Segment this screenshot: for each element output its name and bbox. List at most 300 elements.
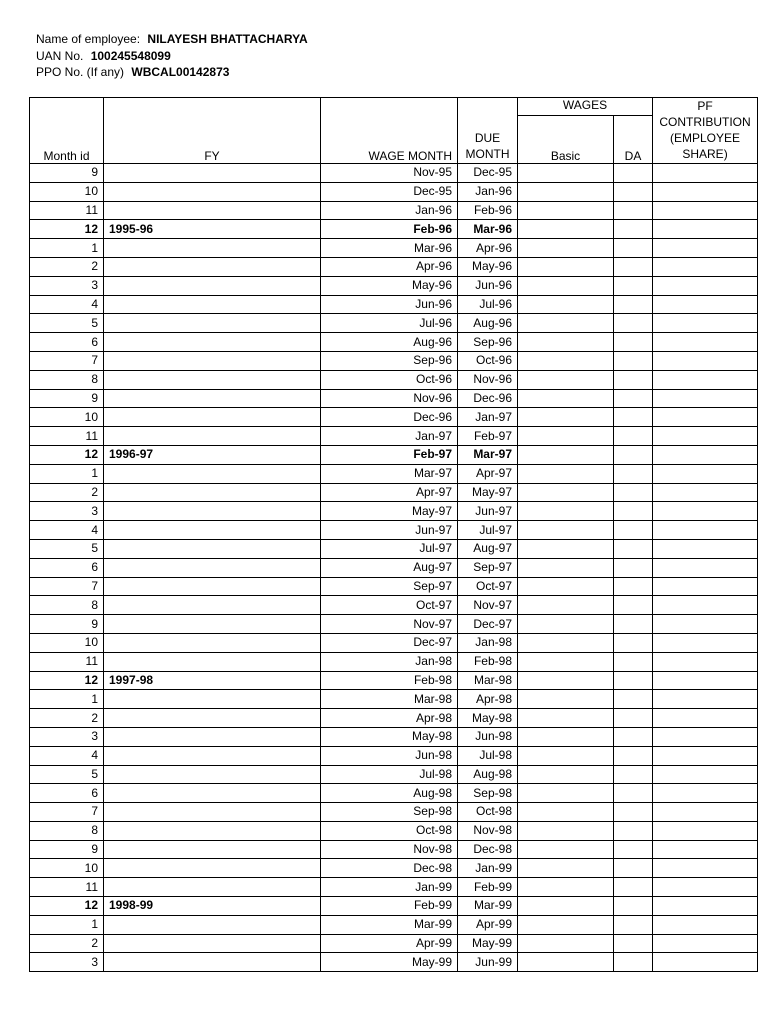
due-month-cell: Oct-97 — [458, 577, 518, 596]
due-month-cell: May-98 — [458, 709, 518, 728]
month-id-cell: 11 — [30, 652, 104, 671]
da-cell — [614, 483, 653, 502]
wage-month-cell: Oct-96 — [321, 370, 458, 389]
pf-cell — [653, 257, 758, 276]
table-row — [30, 182, 758, 201]
basic-cell — [518, 596, 614, 615]
due-month-cell: Jan-99 — [458, 859, 518, 878]
fy-cell — [104, 934, 321, 953]
fy-cell — [104, 370, 321, 389]
da-cell — [614, 765, 653, 784]
basic-cell — [518, 408, 614, 427]
fy-cell — [104, 389, 321, 408]
fy-cell — [104, 239, 321, 258]
pf-cell — [653, 445, 758, 464]
wage-month-cell: Jul-98 — [321, 765, 458, 784]
pf-cell — [653, 596, 758, 615]
wage-month-cell: Nov-98 — [321, 840, 458, 859]
da-cell — [614, 784, 653, 803]
basic-cell — [518, 182, 614, 201]
table-row — [30, 464, 758, 483]
basic-cell — [518, 314, 614, 333]
due-month-cell: Jun-99 — [458, 953, 518, 972]
due-month-cell: Feb-98 — [458, 652, 518, 671]
wage-month-cell: Jan-98 — [321, 652, 458, 671]
da-cell — [614, 577, 653, 596]
wage-month-cell: May-98 — [321, 727, 458, 746]
basic-cell — [518, 464, 614, 483]
pf-cell — [653, 709, 758, 728]
da-cell — [614, 427, 653, 446]
table-row — [30, 727, 758, 746]
pf-cell — [653, 483, 758, 502]
due-month-cell: Jan-97 — [458, 408, 518, 427]
header-wages: WAGES — [518, 98, 653, 116]
basic-cell — [518, 295, 614, 314]
pf-cell — [653, 201, 758, 220]
wage-month-cell: Mar-98 — [321, 690, 458, 709]
due-month-cell: Jan-96 — [458, 182, 518, 201]
month-id-cell: 6 — [30, 784, 104, 803]
da-cell — [614, 464, 653, 483]
wage-month-cell: Dec-95 — [321, 182, 458, 201]
table-row — [30, 934, 758, 953]
table-row — [30, 615, 758, 634]
basic-cell — [518, 690, 614, 709]
table-row — [30, 746, 758, 765]
wage-month-cell: Jan-97 — [321, 427, 458, 446]
month-id-cell: 1 — [30, 690, 104, 709]
basic-cell — [518, 652, 614, 671]
basic-cell — [518, 915, 614, 934]
basic-cell — [518, 257, 614, 276]
table-row — [30, 633, 758, 652]
month-id-cell: 1 — [30, 239, 104, 258]
basic-cell — [518, 201, 614, 220]
ppo-label: PPO No. (If any) — [36, 65, 125, 79]
table-row — [30, 314, 758, 333]
due-month-cell: Nov-96 — [458, 370, 518, 389]
month-id-cell: 7 — [30, 803, 104, 822]
table-row — [30, 803, 758, 822]
da-cell — [614, 558, 653, 577]
wage-month-cell: Apr-99 — [321, 934, 458, 953]
month-id-cell: 3 — [30, 276, 104, 295]
due-month-cell: Dec-98 — [458, 840, 518, 859]
due-month-cell: Apr-96 — [458, 239, 518, 258]
wage-month-cell: May-96 — [321, 276, 458, 295]
pf-cell — [653, 577, 758, 596]
da-cell — [614, 727, 653, 746]
due-month-cell: Sep-97 — [458, 558, 518, 577]
table-row — [30, 577, 758, 596]
month-id-cell: 7 — [30, 577, 104, 596]
da-cell — [614, 859, 653, 878]
basic-cell — [518, 878, 614, 897]
due-month-cell: Jun-98 — [458, 727, 518, 746]
basic-cell — [518, 615, 614, 634]
pf-cell — [653, 314, 758, 333]
wage-month-cell: Jun-98 — [321, 746, 458, 765]
due-month-cell: Jul-97 — [458, 521, 518, 540]
da-cell — [614, 502, 653, 521]
basic-cell — [518, 821, 614, 840]
month-id-cell: 6 — [30, 333, 104, 352]
fy-cell — [104, 690, 321, 709]
pf-cell — [653, 389, 758, 408]
wage-month-cell: Feb-96 — [321, 220, 458, 239]
wage-month-cell: Aug-98 — [321, 784, 458, 803]
table-row — [30, 915, 758, 934]
basic-cell — [518, 558, 614, 577]
da-cell — [614, 389, 653, 408]
month-id-cell: 4 — [30, 295, 104, 314]
basic-cell — [518, 765, 614, 784]
wage-month-cell: Jan-99 — [321, 878, 458, 897]
table-row — [30, 276, 758, 295]
da-cell — [614, 709, 653, 728]
wage-month-cell: Jun-97 — [321, 521, 458, 540]
uan-label: UAN No. — [36, 48, 84, 63]
pf-cell — [653, 295, 758, 314]
header-due-month: DUE MONTH — [458, 98, 518, 164]
wage-month-cell: Aug-96 — [321, 333, 458, 352]
fy-cell — [104, 615, 321, 634]
da-cell — [614, 370, 653, 389]
month-id-cell: 11 — [30, 427, 104, 446]
table-row — [30, 445, 758, 464]
da-cell — [614, 408, 653, 427]
da-cell — [614, 840, 653, 859]
due-month-cell: Nov-98 — [458, 821, 518, 840]
da-cell — [614, 521, 653, 540]
pf-cell — [653, 464, 758, 483]
da-cell — [614, 615, 653, 634]
basic-cell — [518, 370, 614, 389]
da-cell — [614, 746, 653, 765]
due-month-cell: Jun-96 — [458, 276, 518, 295]
basic-cell — [518, 220, 614, 239]
wage-month-cell: Nov-95 — [321, 164, 458, 183]
table-row — [30, 351, 758, 370]
pf-cell — [653, 859, 758, 878]
wage-month-cell: Dec-96 — [321, 408, 458, 427]
basic-cell — [518, 502, 614, 521]
table-row — [30, 220, 758, 239]
header-wage-month: WAGE MONTH — [321, 98, 458, 164]
da-cell — [614, 803, 653, 822]
pf-cell — [653, 915, 758, 934]
pf-cell — [653, 727, 758, 746]
month-id-cell: 2 — [30, 257, 104, 276]
pf-cell — [653, 671, 758, 690]
fy-cell — [104, 709, 321, 728]
fy-cell — [104, 201, 321, 220]
da-cell — [614, 351, 653, 370]
da-cell — [614, 295, 653, 314]
table-row — [30, 257, 758, 276]
basic-cell — [518, 784, 614, 803]
da-cell — [614, 652, 653, 671]
wage-month-cell: Nov-97 — [321, 615, 458, 634]
wage-month-cell: Aug-97 — [321, 558, 458, 577]
fy-cell — [104, 878, 321, 897]
table-row — [30, 239, 758, 258]
wage-month-cell: Oct-97 — [321, 596, 458, 615]
da-cell — [614, 690, 653, 709]
table-row — [30, 878, 758, 897]
employee-name-label: Name of employee: — [36, 32, 141, 46]
fy-cell — [104, 633, 321, 652]
fy-cell — [104, 953, 321, 972]
month-id-cell: 12 — [30, 897, 104, 916]
pf-cell — [653, 539, 758, 558]
pf-cell — [653, 821, 758, 840]
month-id-cell: 9 — [30, 164, 104, 183]
fy-cell — [104, 257, 321, 276]
due-month-cell: May-96 — [458, 257, 518, 276]
da-cell — [614, 201, 653, 220]
basic-cell — [518, 859, 614, 878]
month-id-cell: 5 — [30, 539, 104, 558]
due-month-cell: Dec-95 — [458, 164, 518, 183]
month-id-cell: 10 — [30, 633, 104, 652]
due-month-cell: Oct-96 — [458, 351, 518, 370]
da-cell — [614, 671, 653, 690]
month-id-cell: 8 — [30, 370, 104, 389]
due-month-cell: Sep-98 — [458, 784, 518, 803]
basic-cell — [518, 803, 614, 822]
wage-month-cell: Sep-98 — [321, 803, 458, 822]
pf-cell — [653, 840, 758, 859]
month-id-cell: 10 — [30, 408, 104, 427]
month-id-cell: 11 — [30, 878, 104, 897]
table-row — [30, 859, 758, 878]
due-month-cell: May-99 — [458, 934, 518, 953]
fy-cell — [104, 333, 321, 352]
ppo-line — [36, 64, 308, 81]
fy-cell — [104, 727, 321, 746]
due-month-cell: Jan-98 — [458, 633, 518, 652]
table-row — [30, 521, 758, 540]
table-row — [30, 502, 758, 521]
due-month-cell: Jun-97 — [458, 502, 518, 521]
basic-cell — [518, 445, 614, 464]
month-id-cell: 10 — [30, 182, 104, 201]
pf-cell — [653, 521, 758, 540]
due-month-cell: Mar-99 — [458, 897, 518, 916]
month-id-cell: 1 — [30, 915, 104, 934]
pf-cell — [653, 803, 758, 822]
da-cell — [614, 276, 653, 295]
wage-month-cell: Sep-96 — [321, 351, 458, 370]
due-month-cell: Feb-97 — [458, 427, 518, 446]
pf-cell — [653, 558, 758, 577]
due-month-cell: Apr-99 — [458, 915, 518, 934]
da-cell — [614, 239, 653, 258]
table-row — [30, 671, 758, 690]
due-month-cell: Mar-96 — [458, 220, 518, 239]
due-month-cell: Jul-96 — [458, 295, 518, 314]
da-cell — [614, 878, 653, 897]
wage-month-cell: Jul-97 — [321, 539, 458, 558]
pf-cell — [653, 333, 758, 352]
table-row — [30, 539, 758, 558]
pf-cell — [653, 615, 758, 634]
wage-month-cell: Apr-98 — [321, 709, 458, 728]
due-month-cell: Aug-97 — [458, 539, 518, 558]
fy-cell — [104, 596, 321, 615]
month-id-cell: 10 — [30, 859, 104, 878]
da-cell — [614, 934, 653, 953]
fy-cell — [104, 577, 321, 596]
fy-cell — [104, 539, 321, 558]
pf-cell — [653, 220, 758, 239]
pf-cell — [653, 878, 758, 897]
pf-cell — [653, 746, 758, 765]
wage-month-cell: Mar-97 — [321, 464, 458, 483]
month-id-cell: 9 — [30, 389, 104, 408]
employee-name-line — [36, 31, 308, 48]
fy-cell — [104, 164, 321, 183]
fy-cell: 1995-96 — [104, 220, 321, 239]
pf-cell — [653, 502, 758, 521]
fy-cell: 1996-97 — [104, 445, 321, 464]
basic-cell — [518, 934, 614, 953]
fy-cell — [104, 803, 321, 822]
uan-number: 100245548099 — [90, 48, 171, 63]
table-row — [30, 483, 758, 502]
wage-month-cell: Nov-96 — [321, 389, 458, 408]
month-id-cell: 1 — [30, 464, 104, 483]
fy-cell — [104, 784, 321, 803]
month-id-cell: 6 — [30, 558, 104, 577]
pf-cell — [653, 239, 758, 258]
table-row — [30, 953, 758, 972]
wage-month-cell: Dec-98 — [321, 859, 458, 878]
wage-month-cell: Sep-97 — [321, 577, 458, 596]
da-cell — [614, 897, 653, 916]
fy-cell — [104, 915, 321, 934]
da-cell — [614, 821, 653, 840]
da-cell — [614, 182, 653, 201]
header-da: DA — [614, 115, 653, 163]
month-id-cell: 12 — [30, 220, 104, 239]
da-cell — [614, 314, 653, 333]
wage-month-cell: May-97 — [321, 502, 458, 521]
pf-cell — [653, 427, 758, 446]
uan-line — [36, 48, 308, 65]
pf-cell — [653, 164, 758, 183]
table-row — [30, 840, 758, 859]
pf-cell — [653, 953, 758, 972]
fy-cell — [104, 821, 321, 840]
wage-table — [29, 97, 758, 972]
basic-cell — [518, 840, 614, 859]
table-row — [30, 164, 758, 183]
header-pf-contribution: PF CONTRIBUTION (EMPLOYEE SHARE) — [653, 98, 758, 164]
da-cell — [614, 596, 653, 615]
da-cell — [614, 333, 653, 352]
basic-cell — [518, 727, 614, 746]
fy-cell — [104, 427, 321, 446]
due-month-cell: Sep-96 — [458, 333, 518, 352]
basic-cell — [518, 483, 614, 502]
da-cell — [614, 915, 653, 934]
basic-cell — [518, 953, 614, 972]
table-row — [30, 690, 758, 709]
pf-cell — [653, 690, 758, 709]
basic-cell — [518, 239, 614, 258]
table-row — [30, 821, 758, 840]
fy-cell — [104, 464, 321, 483]
header-month-id: Month id — [30, 98, 104, 164]
wage-month-cell: May-99 — [321, 953, 458, 972]
da-cell — [614, 257, 653, 276]
table-row — [30, 897, 758, 916]
table-row — [30, 389, 758, 408]
fy-cell — [104, 840, 321, 859]
due-month-cell: Aug-98 — [458, 765, 518, 784]
pf-cell — [653, 370, 758, 389]
month-id-cell: 9 — [30, 615, 104, 634]
fy-cell — [104, 765, 321, 784]
month-id-cell: 7 — [30, 351, 104, 370]
basic-cell — [518, 897, 614, 916]
table-row — [30, 201, 758, 220]
fy-cell — [104, 746, 321, 765]
due-month-cell: May-97 — [458, 483, 518, 502]
basic-cell — [518, 633, 614, 652]
wage-month-cell: Jun-96 — [321, 295, 458, 314]
fy-cell — [104, 295, 321, 314]
month-id-cell: 11 — [30, 201, 104, 220]
fy-cell — [104, 859, 321, 878]
fy-cell — [104, 314, 321, 333]
ppo-number: WBCAL00142873 — [131, 65, 230, 79]
table-row — [30, 596, 758, 615]
employee-info — [36, 31, 308, 81]
month-id-cell: 12 — [30, 671, 104, 690]
table-row — [30, 652, 758, 671]
due-month-cell: Mar-97 — [458, 445, 518, 464]
basic-cell — [518, 539, 614, 558]
table-row — [30, 427, 758, 446]
month-id-cell: 8 — [30, 821, 104, 840]
fy-cell — [104, 558, 321, 577]
header-fy: FY — [104, 98, 321, 164]
da-cell — [614, 220, 653, 239]
pf-cell — [653, 765, 758, 784]
month-id-cell: 3 — [30, 727, 104, 746]
table-row — [30, 295, 758, 314]
fy-cell — [104, 652, 321, 671]
da-cell — [614, 164, 653, 183]
due-month-cell: Mar-98 — [458, 671, 518, 690]
due-month-cell: Dec-97 — [458, 615, 518, 634]
pf-cell — [653, 652, 758, 671]
wage-month-cell: Jul-96 — [321, 314, 458, 333]
table-row — [30, 765, 758, 784]
table-row — [30, 370, 758, 389]
da-cell — [614, 953, 653, 972]
due-month-cell: Feb-96 — [458, 201, 518, 220]
fy-cell — [104, 351, 321, 370]
basic-cell — [518, 276, 614, 295]
month-id-cell: 5 — [30, 765, 104, 784]
month-id-cell: 2 — [30, 483, 104, 502]
basic-cell — [518, 746, 614, 765]
